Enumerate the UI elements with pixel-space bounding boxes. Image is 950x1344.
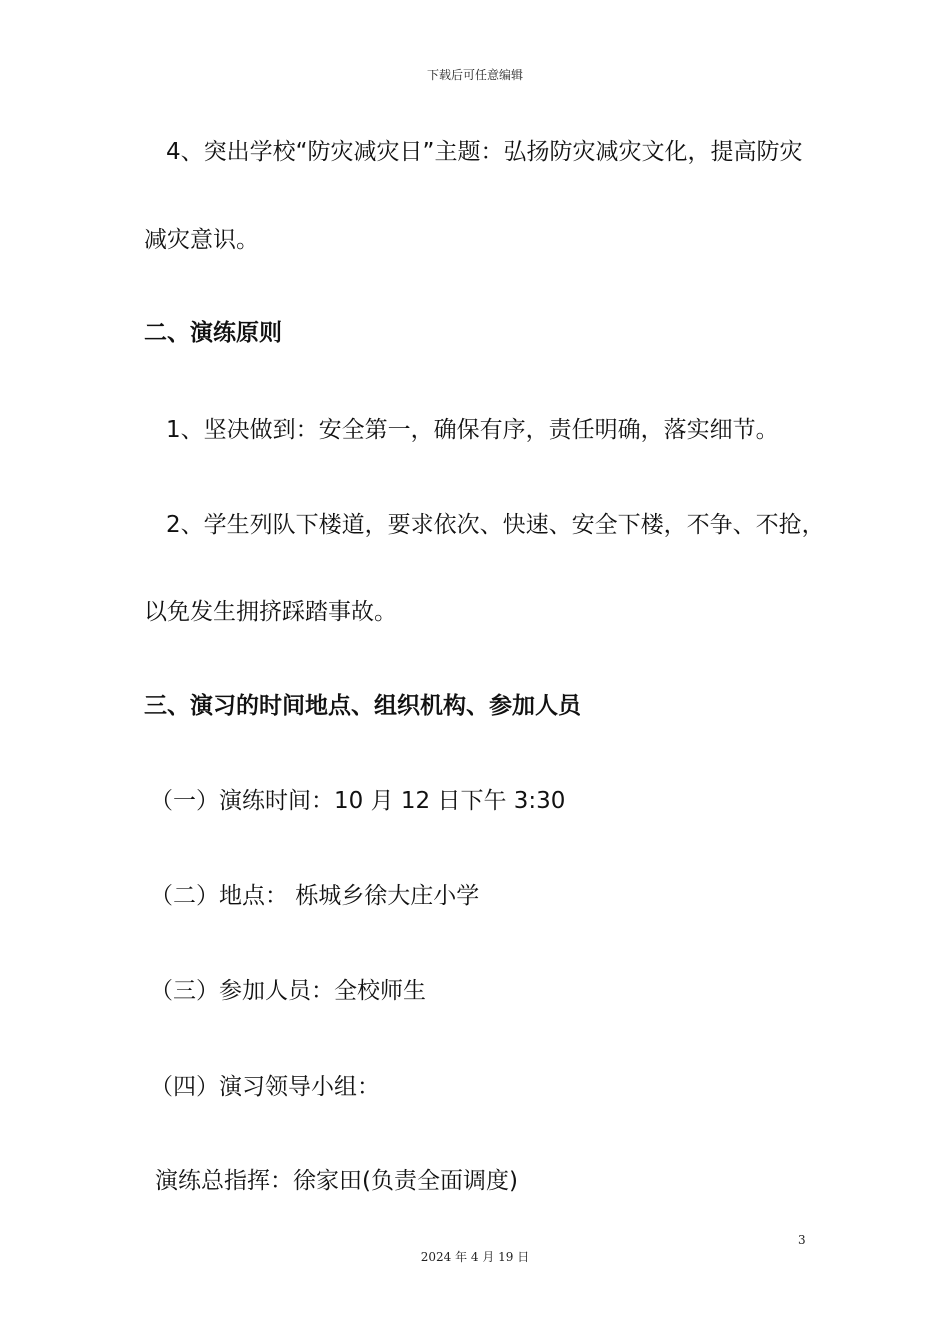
item-participants: （三）参加人员：全校师生	[150, 978, 426, 1004]
paragraph-4-line-2: 减灾意识。	[144, 227, 259, 253]
item-time: （一）演练时间：10 月 12 日下午 3:30	[150, 788, 566, 814]
principle-1: 1、坚决做到：安全第一，确保有序，责任明确，落实细节。	[166, 417, 779, 443]
section-heading-2: 二、演练原则	[144, 320, 282, 346]
section-heading-3: 三、演习的时间地点、组织机构、参加人员	[144, 693, 581, 719]
item-location: （二）地点： 栎城乡徐大庄小学	[150, 883, 480, 909]
principle-2-line-1: 2、学生列队下楼道，要求依次、快速、安全下楼，不争、不抢，	[166, 512, 825, 538]
page-number: 3	[798, 1233, 806, 1247]
commander-line: 演练总指挥：徐家田(负责全面调度)	[155, 1168, 518, 1194]
page-header: 下载后可任意编辑	[426, 68, 523, 82]
paragraph-4-line-1: 4、突出学校“防灾减灾日”主题：弘扬防灾减灾文化，提高防灾	[166, 139, 803, 165]
footer-date: 2024 年 4 月 19 日	[420, 1250, 530, 1264]
item-leadership: （四）演习领导小组：	[150, 1074, 380, 1100]
principle-2-line-2: 以免发生拥挤踩踏事故。	[144, 599, 397, 625]
